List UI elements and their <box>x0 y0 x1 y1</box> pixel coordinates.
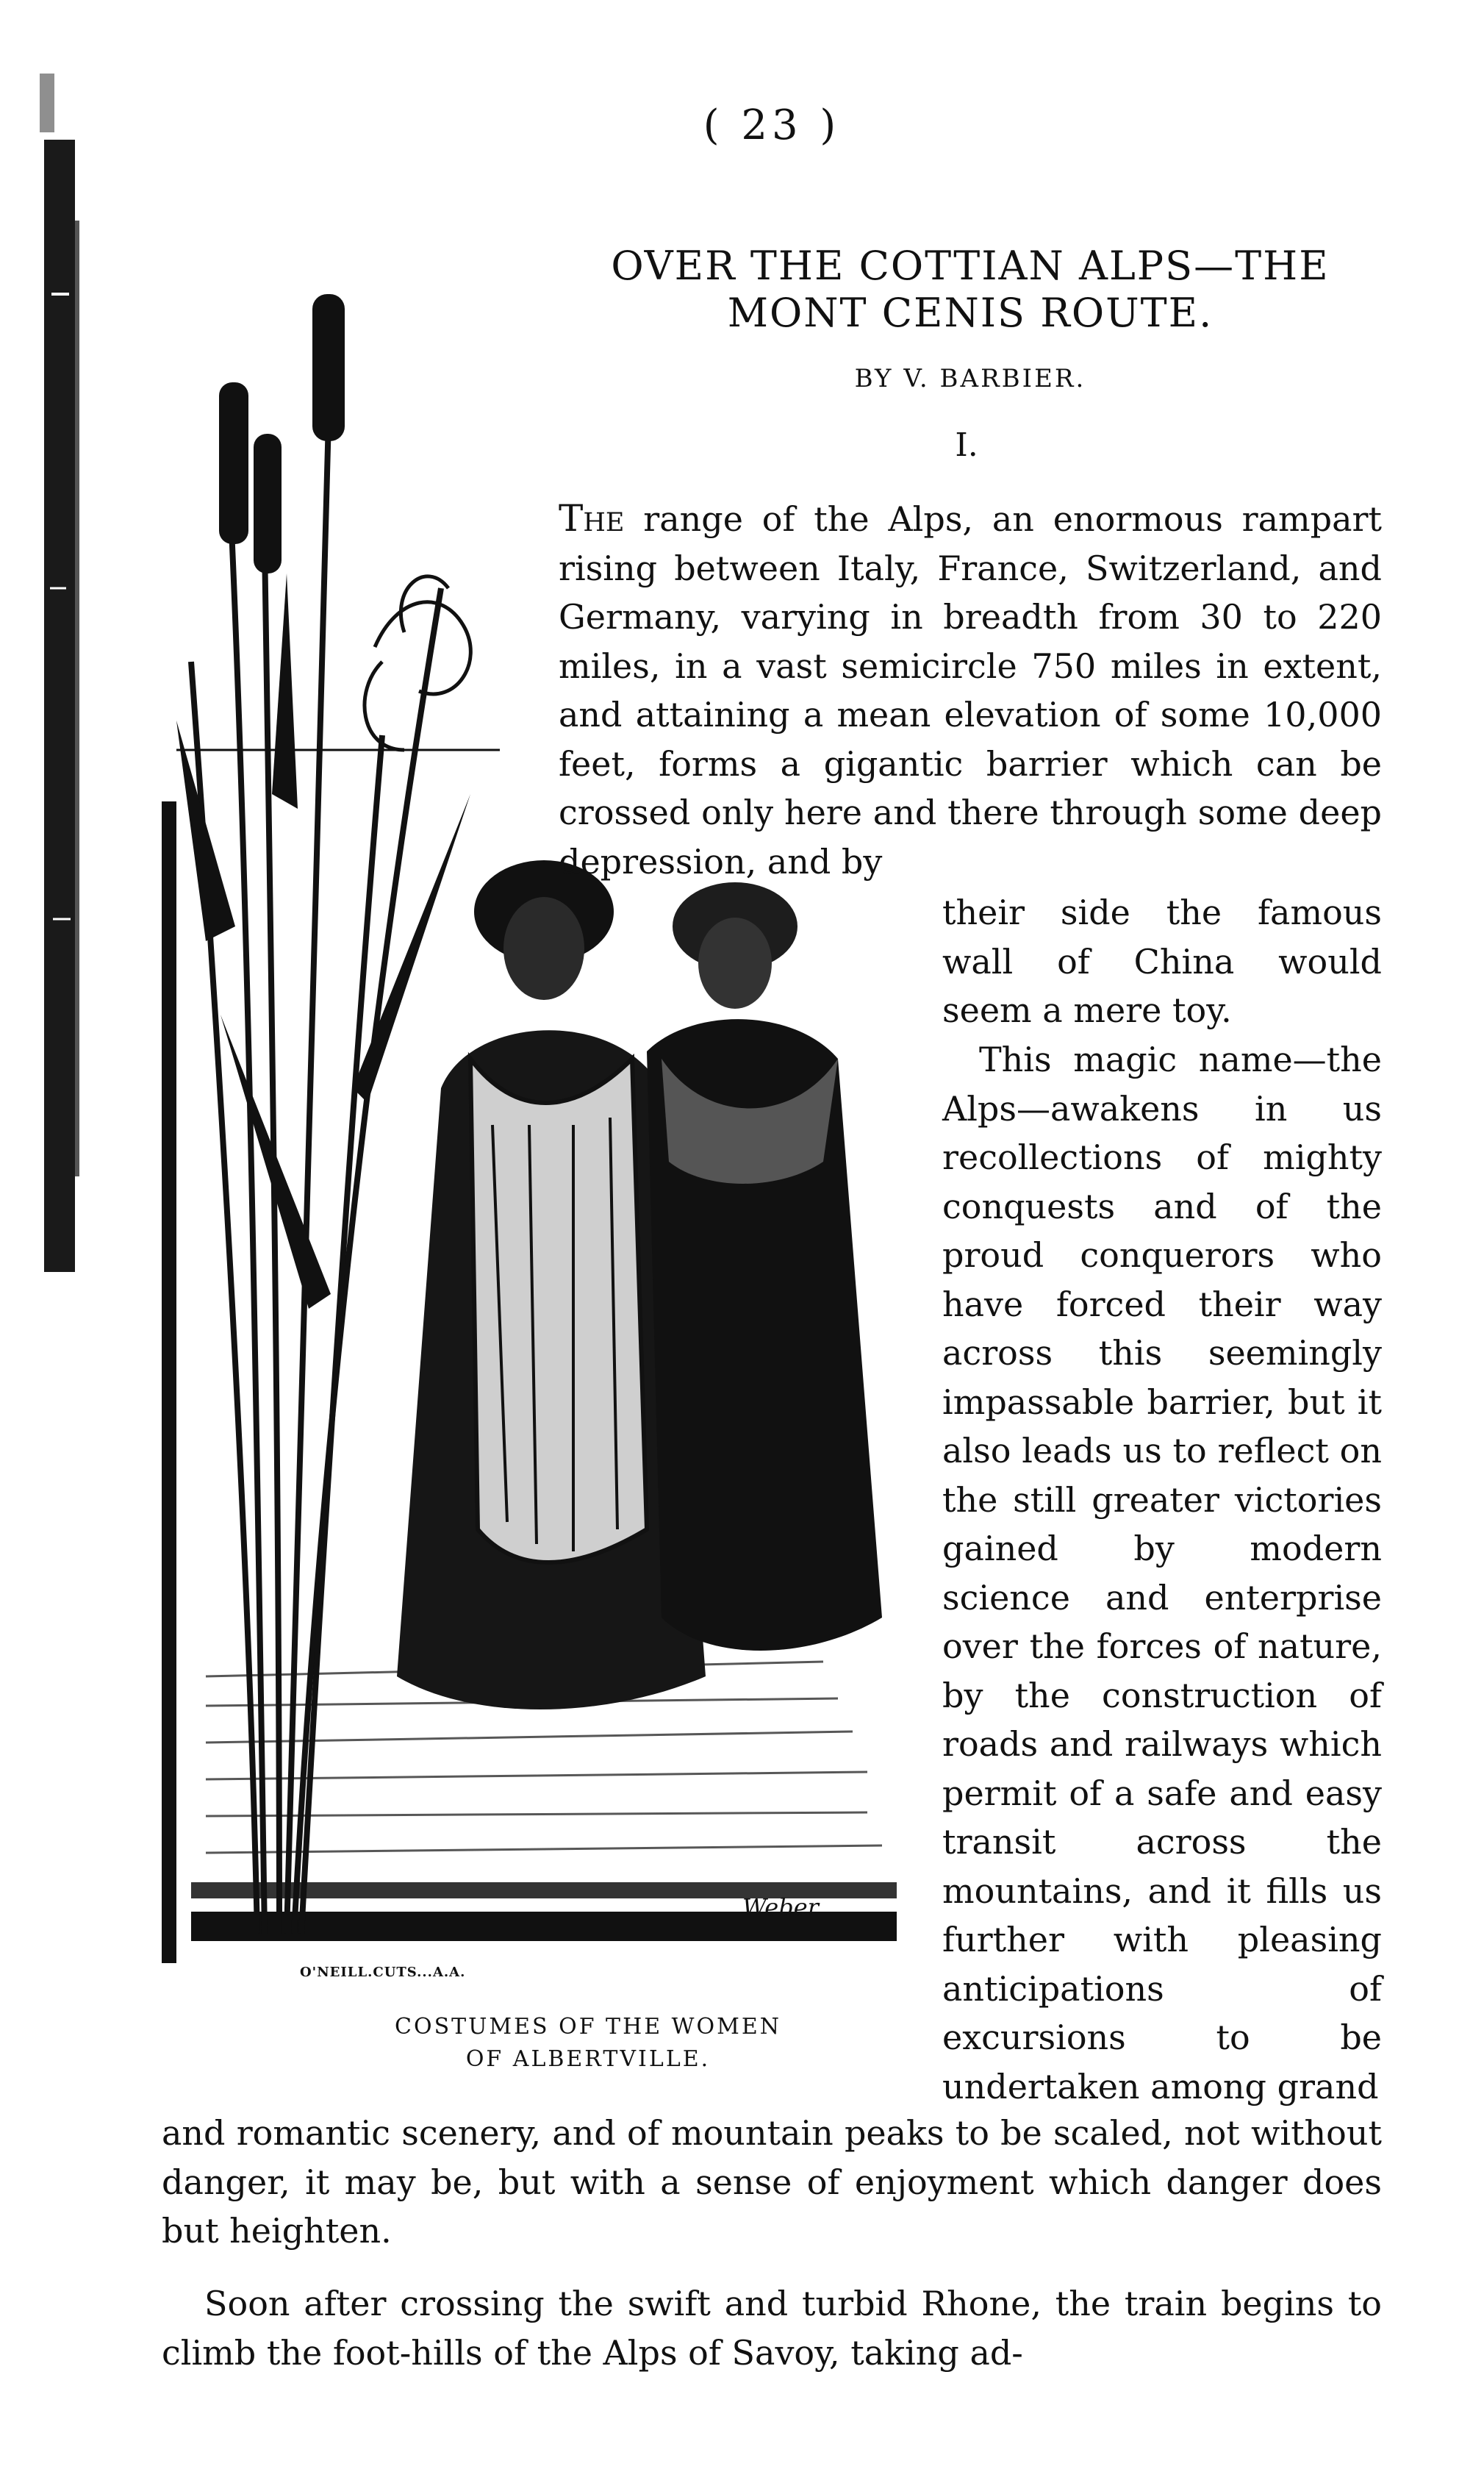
paragraph-2: This magic name—the Alps—awakens in us recollections of mighty conquests and of the proud conquerors who have forced their way across this seemingly impassable barrier, but it also leads us to reflect on the still greater victories gained by modern science and enterprise over the forces of nature, by the construction of roads and railways which permit of a safe and easy transit across the mountains, and it fills us further with pleasing anticipations of excursions to be undertaken among grand <box>942 1040 1382 2106</box>
illustration-caption <box>353 2011 823 2076</box>
engraver-mark: O'NEILL.CUTS...A.A. <box>300 1965 466 1980</box>
section-number: I. <box>955 426 978 464</box>
paragraph-3: Soon after crossing the swift and turbid Rhone, the train begins to climb the foot-hills of the Alps of Savoy, taking ad- <box>162 2284 1382 2373</box>
page-number: ( 23 ) <box>703 101 841 149</box>
paragraph-1-continued: their side the famous wall of China would seem a mere toy. <box>942 893 1382 1030</box>
title-line-2: MONT CENIS ROUTE. <box>727 290 1214 336</box>
paragraph-2-continued: and romantic scenery, and of mountain peaks to be scaled, not without danger, it may be, but with a sense of enjoyment which danger does but heighten. <box>162 2113 1382 2251</box>
paragraph-1 <box>559 494 1382 886</box>
paragraph-1-text: range of the Alps, an enormous rampart rising between Italy, France, Switzerland, and Germany, varying in breadth from 30 to 220 miles, in a vast semicircle 750 miles in extent, and attaining a mean elevation of some 10,000 feet, forms a gigantic barrier which can be crossed only here and there through some deep depression, and by <box>559 499 1382 882</box>
title-line-1: OVER THE COTTIAN ALPS—THE <box>611 243 1330 289</box>
byline: BY V. BARBIER. <box>854 364 1086 393</box>
caption-line-2: OF ALBERTVILLE. <box>465 2046 711 2072</box>
woman-right-figure <box>647 882 882 1651</box>
caption-line-1: COSTUMES OF THE WOMEN <box>395 2014 781 2040</box>
scan-edge-strip <box>37 74 103 1272</box>
paragraph-1-lead: The <box>559 497 625 540</box>
artist-signature: Weber <box>742 1893 819 1921</box>
